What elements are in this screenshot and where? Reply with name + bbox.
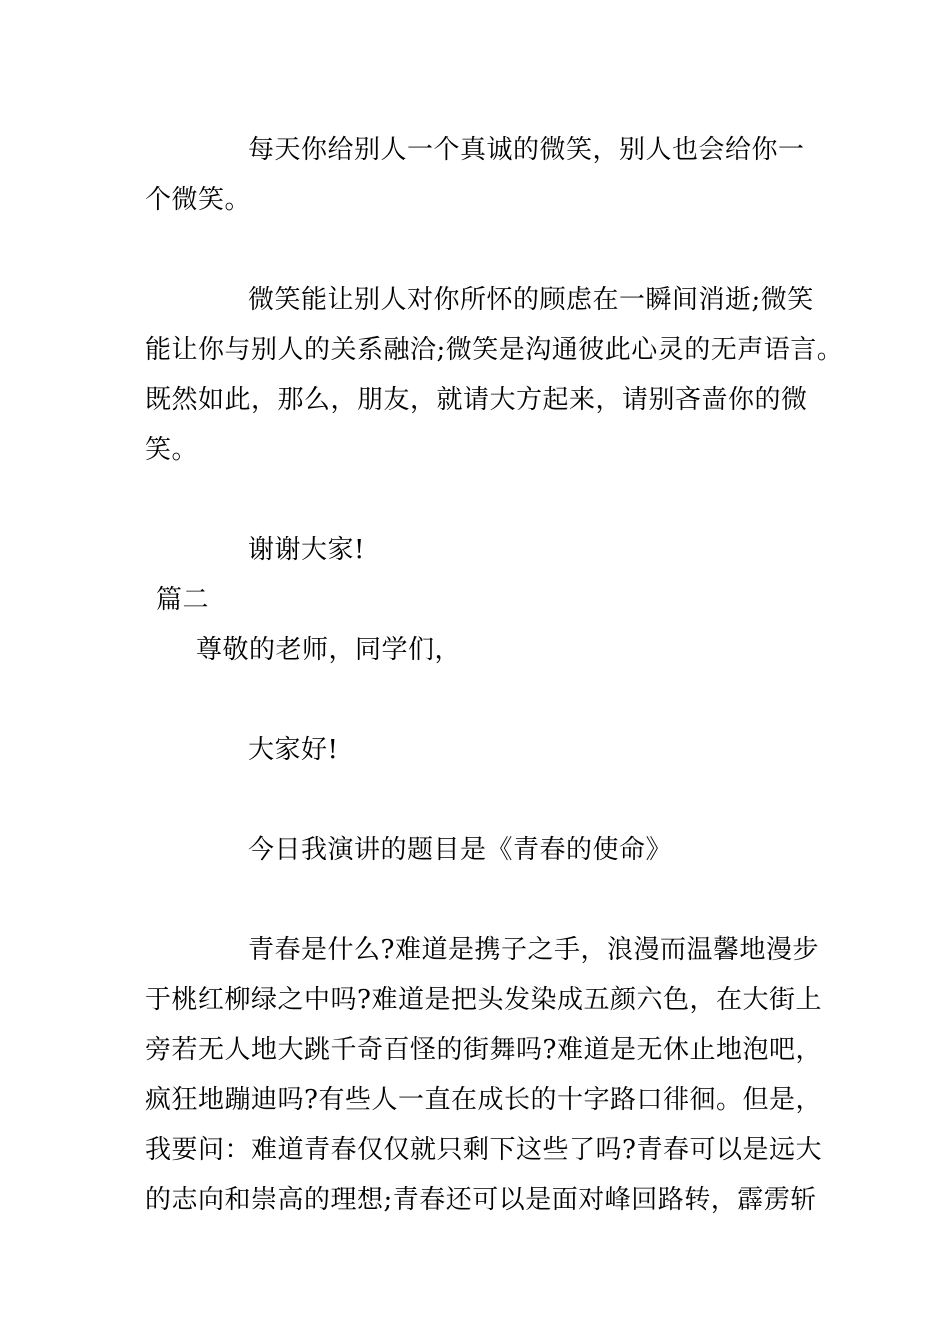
paragraph-1-line-1: 每天你给别人一个真诚的微笑，别人也会给你一 [248, 135, 805, 165]
paragraph-2-line-2: 能让你与别人的关系融洽;微笑是沟通彼此心灵的无声语言。 [145, 335, 844, 365]
paragraph-4-line-4: 疯狂地蹦迪吗?有些人一直在成长的十字路口徘徊。但是， [145, 1085, 822, 1115]
paragraph-2-line-3: 既然如此，那么，朋友，就请大方起来，请别吝啬你的微 [145, 385, 808, 415]
thanks-line: 谢谢大家! [248, 535, 365, 565]
greeting-line: 大家好! [248, 735, 339, 765]
paragraph-4-line-5: 我要问：难道青春仅仅就只剩下这些了吗?青春可以是远大 [145, 1135, 822, 1165]
paragraph-4-line-2: 于桃红柳绿之中吗?难道是把头发染成五颜六色，在大街上 [145, 985, 822, 1015]
paragraph-2-line-4: 笑。 [145, 435, 199, 465]
paragraph-4-line-3: 旁若无人地大跳千奇百怪的街舞吗?难道是无休止地泡吧， [145, 1035, 822, 1065]
salutation-line: 尊敬的老师，同学们， [196, 635, 462, 665]
paragraph-1-line-2: 个微笑。 [145, 185, 252, 215]
paragraph-4-line-1: 青春是什么?难道是携子之手，浪漫而温馨地漫步 [248, 935, 819, 965]
section-heading: 篇二 [156, 585, 210, 615]
paragraph-4-line-6: 的志向和崇高的理想;青春还可以是面对峰回路转，霹雳斩 [145, 1185, 817, 1215]
paragraph-2-line-1: 微笑能让别人对你所怀的顾虑在一瞬间消逝;微笑 [248, 285, 814, 315]
topic-line: 今日我演讲的题目是《青春的使命》 [248, 835, 673, 865]
